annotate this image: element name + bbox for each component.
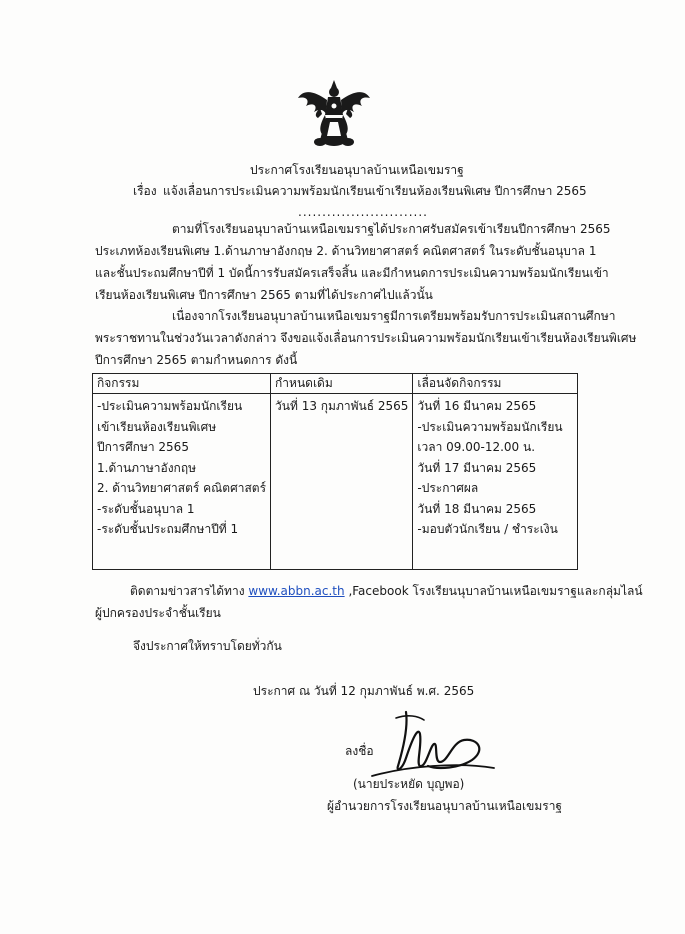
activity-line: -ประเมินความพร้อมนักเรียน <box>97 399 243 413</box>
paragraph1-line2: ประเภทห้องเรียนพิเศษ 1.ด้านภาษาอังกฤษ 2. ด้านวิทยาศาสตร์ คณิตศาสตร์ ในระดับชั้นอนุบาล 1 <box>95 244 597 258</box>
activity-line: 2. ด้านวิทยาศาสตร์ คณิตศาสตร์ <box>97 481 267 495</box>
contact-line1 <box>130 583 643 599</box>
announce-text: จึงประกาศให้ทราบโดยทั่วกัน <box>133 639 282 653</box>
activity-line: -ระดับชั้นอนุบาล 1 <box>97 501 195 516</box>
header-original-date: กำหนดเดิม <box>271 374 413 394</box>
website-link[interactable]: www.abbn.ac.th <box>248 584 345 598</box>
rescheduled-line: -มอบตัวนักเรียน / ชำระเงิน <box>417 522 558 536</box>
activity-cell <box>93 394 271 570</box>
garuda-emblem-icon <box>296 78 372 154</box>
original-date-cell <box>271 394 413 570</box>
activity-line: เข้าเรียนห้องเรียนพิเศษ <box>97 419 217 434</box>
schedule-table <box>92 373 578 570</box>
contact-line2: ผู้ปกครองประจำชั้นเรียน <box>95 606 221 620</box>
activity-line: -ระดับชั้นประถมศึกษาปีที่ 1 <box>97 522 239 536</box>
rescheduled-line: วันที่ 18 มีนาคม 2565 <box>417 501 537 516</box>
rescheduled-line: วันที่ 17 มีนาคม 2565 <box>417 460 537 475</box>
header-rescheduled: เลื่อนจัดกิจกรรม <box>413 374 578 394</box>
contact-suffix: ,Facebook โรงเรียนนุบาลบ้านเหนือเขมราฐและกลุ่มไลน์ <box>344 584 643 598</box>
given-date: ประกาศ ณ วันที่ 12 กุมภาพันธ์ พ.ศ. 2565 <box>253 684 475 698</box>
table-header-row <box>93 374 578 394</box>
subject-text: แจ้งเลื่อนการประเมินความพร้อมนักเรียนเข้าเรียนห้องเรียนพิเศษ ปีการศึกษา 2565 <box>163 184 587 198</box>
paragraph1-line1: ตามที่โรงเรียนอนุบาลบ้านเหนือเขมราฐได้ประกาศรับสมัครเข้าเรียนปีการศึกษา 2565 <box>172 222 611 236</box>
table-row <box>93 394 578 570</box>
paragraph1-line3: และชั้นประถมศึกษาปีที่ 1 บัดนี้การรับสมัครเสร็จสิ้น และมีกำหนดการประเมินความพร้อมนักเรียนเข้า <box>95 266 609 280</box>
header-activity: กิจกรรม <box>93 374 271 394</box>
announcement-title: ประกาศโรงเรียนอนุบาลบ้านเหนือเขมราฐ <box>250 163 464 177</box>
activity-line: ปีการศึกษา 2565 <box>97 440 189 454</box>
paragraph2-line3: ปีการศึกษา 2565 ตามกำหนดการ ดังนี้ <box>95 353 298 367</box>
paragraph2-line1: เนื่องจากโรงเรียนอนุบาลบ้านเหนือเขมราฐมีการเตรียมพร้อมรับการประเมินสถานศึกษา <box>172 309 616 323</box>
original-date: วันที่ 13 กุมภาพันธ์ 2565 <box>275 399 409 413</box>
signer-position: ผู้อำนวยการโรงเรียนอนุบาลบ้านเหนือเขมราฐ <box>327 799 563 813</box>
rescheduled-line: เวลา 09.00-12.00 น. <box>417 440 536 454</box>
sign-label: ลงชื่อ <box>345 744 374 758</box>
rescheduled-line: วันที่ 16 มีนาคม 2565 <box>417 399 537 413</box>
rescheduled-line: -ประเมินความพร้อมนักเรียน <box>417 419 563 434</box>
paragraph2-line2: พระราชทานในช่วงวันเวลาดังกล่าว จึงขอแจ้งเลื่อนการประเมินความพร้อมนักเรียนเข้าเรียนห้องเรียนพิเศษ <box>95 331 637 345</box>
rescheduled-cell <box>413 394 578 570</box>
subject-label: เรื่อง <box>133 184 157 198</box>
signer-name: (นายประหยัด บุญพอ) <box>353 777 465 791</box>
contact-prefix: ติดตามข่าวสารได้ทาง <box>130 584 249 598</box>
rescheduled-line: -ประกาศผล <box>417 481 479 495</box>
paragraph1-line4: เรียนห้องเรียนพิเศษ ปีการศึกษา 2565 ตามที่ได้ประกาศไปแล้วนั้น <box>95 288 433 302</box>
separator-dots: ........................... <box>298 205 428 219</box>
activity-line: 1.ด้านภาษาอังกฤษ <box>97 460 196 475</box>
